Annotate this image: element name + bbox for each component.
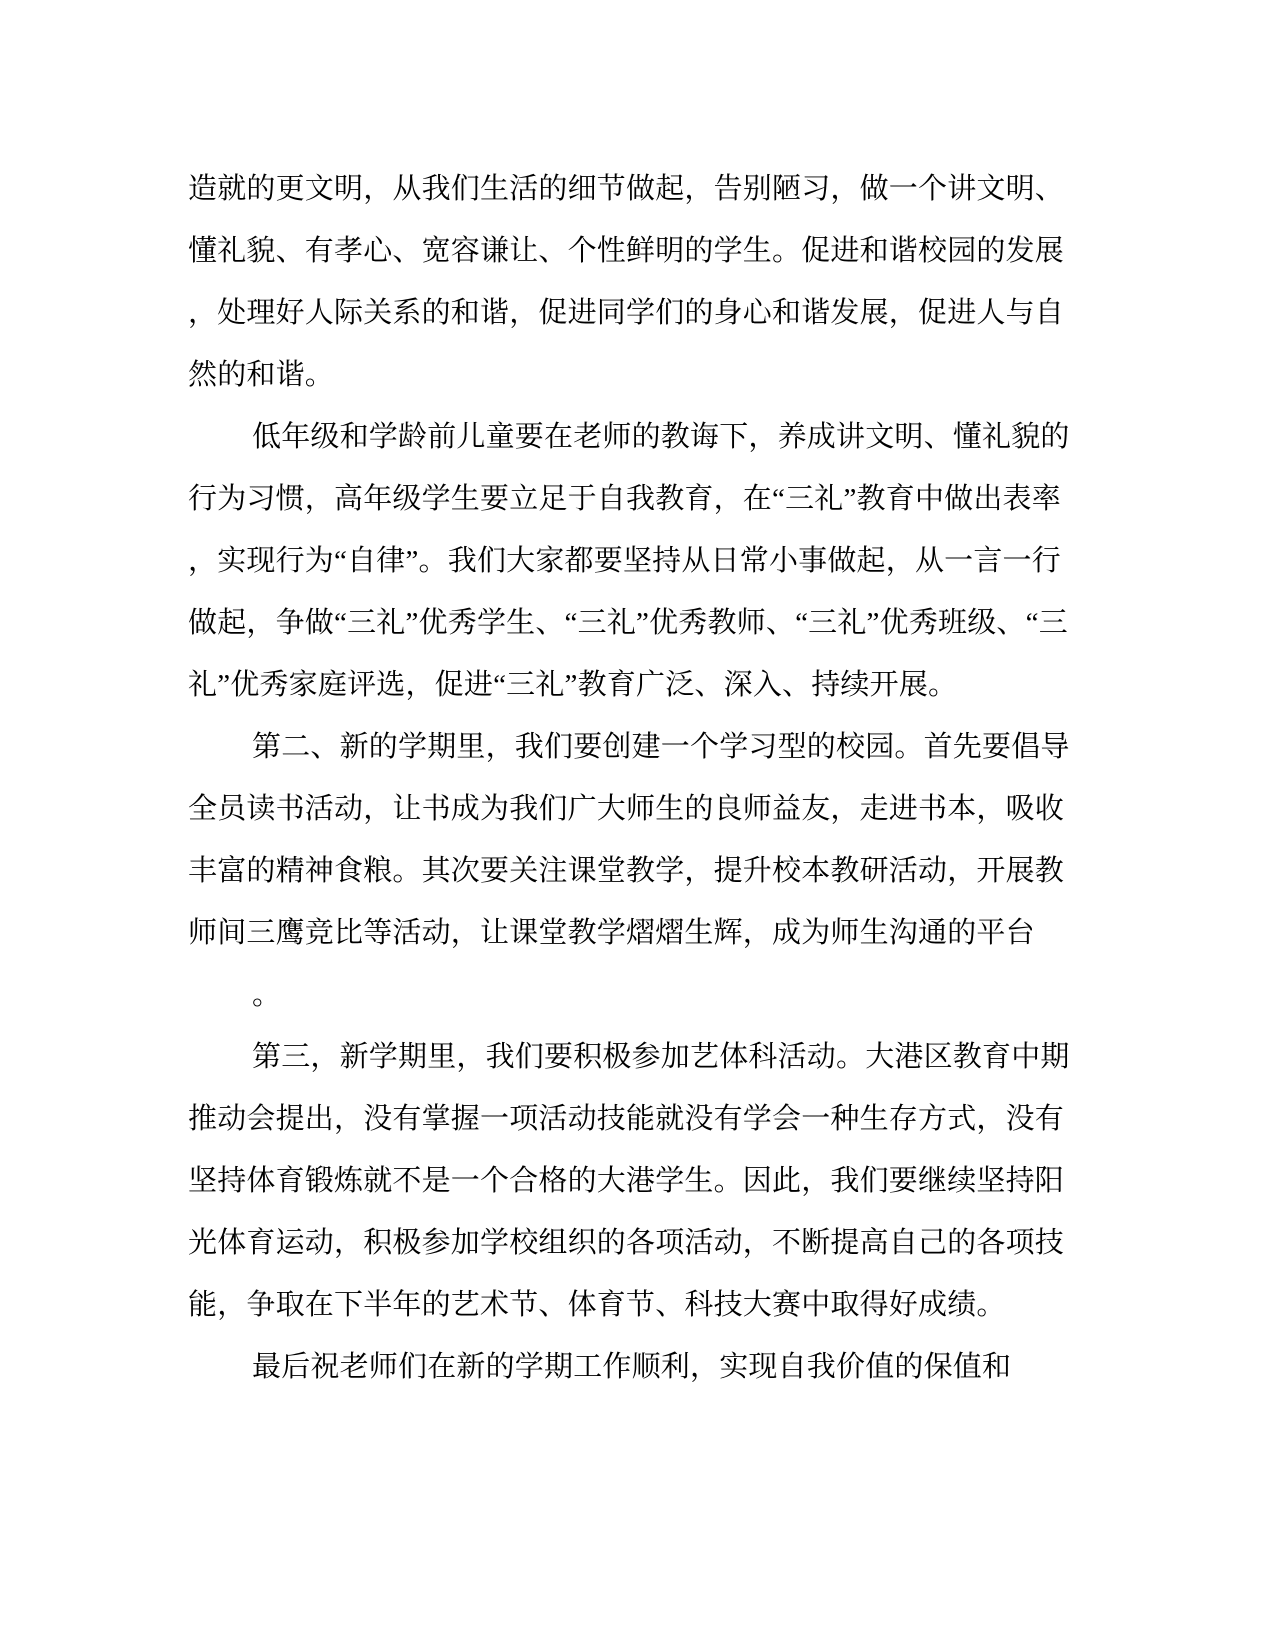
text-line: 行为习惯，高年级学生要立足于自我教育，在“三礼”教育中做出表率 [188, 483, 1061, 515]
text-line: 懂礼貌、有孝心、宽容谦让、个性鲜明的学生。促进和谐校园的发展 [188, 235, 1065, 267]
text-line: 丰富的精神食粮。其次要关注课堂教学，提升校本教研活动，开展教 [188, 855, 1065, 887]
text-line: 做起，争做“三礼”优秀学生、“三礼”优秀教师、“三礼”优秀班级、“三 [188, 607, 1068, 639]
text-line: 然的和谐。 [188, 359, 335, 391]
text-line: 光体育运动，积极参加学校组织的各项活动，不断提高自己的各项技 [188, 1227, 1065, 1259]
text-line: 全员读书活动，让书成为我们广大师生的良师益友，走进书本，吸收 [188, 793, 1065, 825]
text-line: 造就的更文明，从我们生活的细节做起，告别陋习，做一个讲文明、 [188, 173, 1065, 205]
text-line: ，处理好人际关系的和谐，促进同学们的身心和谐发展，促进人与自 [188, 297, 1065, 329]
text-line: 。 [252, 979, 282, 1011]
text-line: 最后祝老师们在新的学期工作顺利，实现自我价值的保值和 [252, 1351, 1012, 1383]
text-block [188, 158, 1098, 1398]
text-line: ，实现行为“自律”。我们大家都要坚持从日常小事做起，从一言一行 [188, 545, 1061, 577]
text-line: 第二、新的学期里，我们要创建一个学习型的校园。首先要倡导 [252, 731, 1070, 763]
text-line: 第三，新学期里，我们要积极参加艺体科活动。大港区教育中期 [252, 1041, 1070, 1073]
text-line: 坚持体育锻炼就不是一个合格的大港学生。因此，我们要继续坚持阳 [188, 1165, 1065, 1197]
text-line: 能，争取在下半年的艺术节、体育节、科技大赛中取得好成绩。 [188, 1289, 1006, 1321]
text-line: 礼”优秀家庭评选，促进“三礼”教育广泛、深入、持续开展。 [188, 669, 958, 701]
text-line: 师间三鹰竞比等活动，让课堂教学熠熠生辉，成为师生沟通的平台 [188, 917, 1035, 949]
text-line: 推动会提出，没有掌握一项活动技能就没有学会一种生存方式，没有 [188, 1103, 1065, 1135]
text-line: 低年级和学龄前儿童要在老师的教诲下，养成讲文明、懂礼貌的 [252, 421, 1070, 453]
